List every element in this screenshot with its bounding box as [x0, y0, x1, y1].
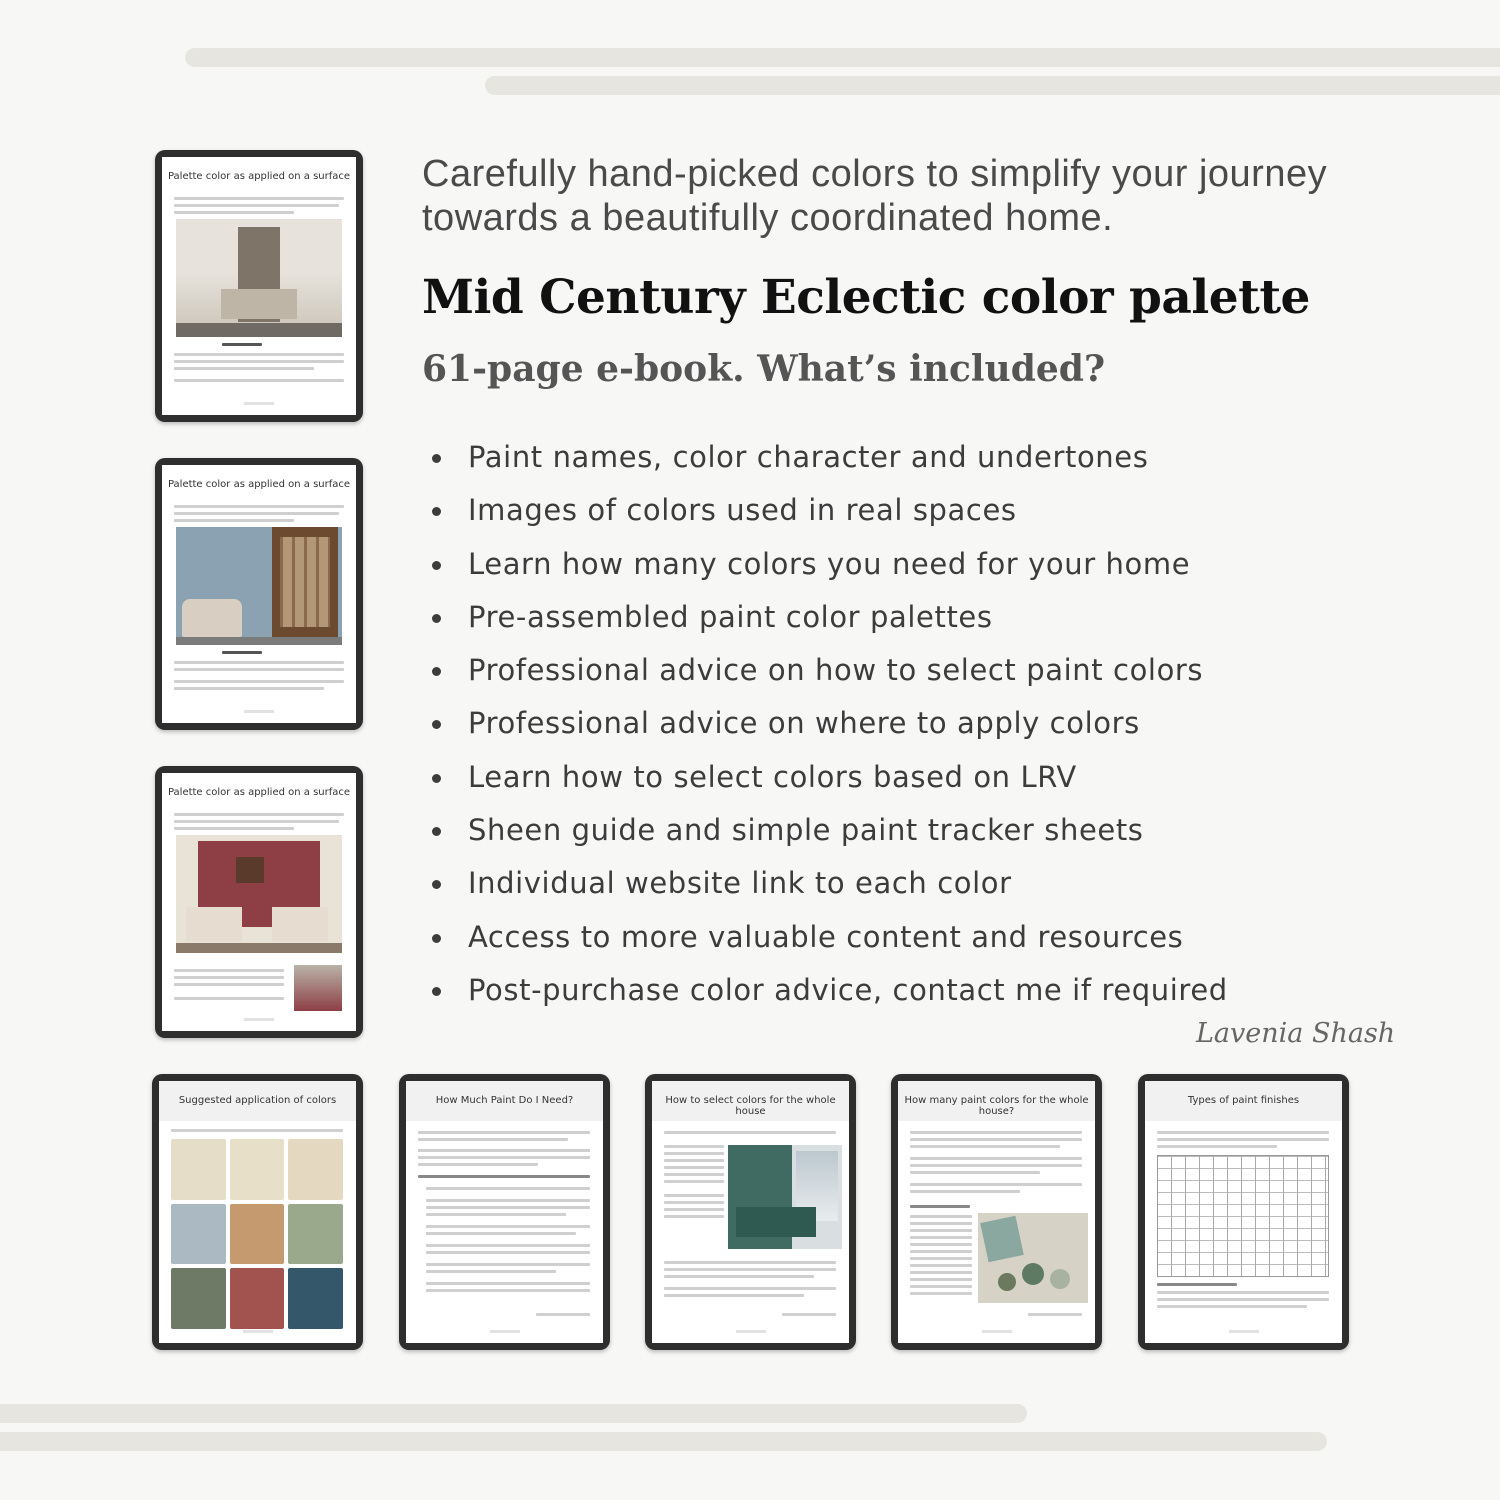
- preview-screen: [406, 1081, 603, 1343]
- color-swatch: [288, 1139, 343, 1200]
- text-line: [910, 1190, 1020, 1193]
- text-line: [664, 1201, 724, 1204]
- feature-text: Professional advice on where to apply colors: [468, 706, 1140, 741]
- text-line: [174, 976, 284, 979]
- text-line: [910, 1157, 1082, 1160]
- page-footer: [243, 1330, 273, 1333]
- text-line: [910, 1171, 1040, 1174]
- preview-screen: [162, 157, 356, 415]
- text-line: [664, 1131, 836, 1134]
- preview-page-title: Suggested application of colors: [178, 1095, 337, 1106]
- list-item: [430, 653, 1228, 706]
- feature-text: Access to more valuable content and resources: [468, 919, 1184, 954]
- text-line: [910, 1257, 972, 1260]
- feature-text: Learn how to select colors based on LRV: [468, 759, 1077, 794]
- text-line: [910, 1271, 972, 1274]
- list-item: [430, 547, 1228, 600]
- top-stripe-1: [185, 48, 1500, 67]
- preview-page-title: Palette color as applied on a surface: [167, 787, 351, 798]
- text-line: [910, 1164, 1082, 1167]
- text-line: [174, 687, 324, 690]
- preview-tablet-5: [399, 1074, 610, 1350]
- preview-screen: [652, 1081, 849, 1343]
- text-line: [174, 505, 344, 508]
- text-line: [910, 1264, 972, 1267]
- text-line: [1157, 1145, 1277, 1148]
- text-line: [910, 1285, 972, 1288]
- top-stripe-2: [485, 76, 1500, 95]
- text-line: [664, 1294, 804, 1297]
- text-line: [222, 343, 262, 346]
- text-line: [174, 211, 294, 214]
- feature-text: Professional advice on how to select paint colors: [468, 653, 1204, 688]
- text-line: [174, 680, 344, 683]
- text-line: [910, 1229, 972, 1232]
- feature-text: Pre-assembled paint color palettes: [468, 599, 993, 634]
- text-line: [426, 1206, 590, 1209]
- text-line: [910, 1205, 970, 1208]
- text-line: [418, 1156, 590, 1159]
- text-line: [664, 1268, 836, 1271]
- list-item: [430, 760, 1228, 813]
- paint-cans-photo: [978, 1213, 1088, 1303]
- preview-screen: [1145, 1081, 1342, 1343]
- text-line: [174, 969, 284, 972]
- text-line: [426, 1289, 590, 1292]
- list-item: [430, 813, 1228, 866]
- tagline: Carefully hand-picked colors to simplify your journey towards a beautifully coordinated home.: [422, 153, 1328, 239]
- list-item: [430, 920, 1228, 973]
- text-line: [426, 1282, 590, 1285]
- list-item: [430, 973, 1228, 1026]
- preview-tablet-7: [891, 1074, 1102, 1350]
- bullet-icon: [432, 561, 441, 570]
- bullet-icon: [432, 507, 441, 516]
- text-line: [664, 1152, 724, 1155]
- text-line: [174, 512, 339, 515]
- preview-page-title: How many paint colors for the whole house?: [904, 1095, 1089, 1117]
- text-line: [664, 1215, 724, 1218]
- text-line: [171, 1129, 343, 1132]
- text-line: [664, 1261, 836, 1264]
- room-photo: [176, 835, 342, 953]
- preview-screen: [162, 773, 356, 1031]
- text-line: [1157, 1131, 1329, 1134]
- color-swatch: [230, 1204, 285, 1265]
- page-footer: [490, 1330, 520, 1333]
- text-line: [426, 1213, 566, 1216]
- bullet-icon: [432, 880, 441, 889]
- text-line: [910, 1222, 972, 1225]
- text-line: [174, 367, 314, 370]
- preview-tablet-6: [645, 1074, 856, 1350]
- text-line: [174, 813, 344, 816]
- finishes-table: [1157, 1155, 1329, 1277]
- preview-screen: [898, 1081, 1095, 1343]
- text-line: [910, 1243, 972, 1246]
- page-footer: [244, 710, 274, 713]
- text-line: [664, 1287, 836, 1290]
- feature-text: Learn how many colors you need for your home: [468, 546, 1191, 581]
- feature-text: Images of colors used in real spaces: [468, 493, 1017, 528]
- feature-list: [430, 440, 1228, 1026]
- color-swatch: [171, 1268, 226, 1329]
- bullet-icon: [432, 454, 441, 463]
- color-swatch: [288, 1268, 343, 1329]
- text-line: [426, 1225, 590, 1228]
- text-line: [910, 1278, 972, 1281]
- text-line: [174, 204, 339, 207]
- preview-screen: [159, 1081, 356, 1343]
- feature-text: Individual website link to each color: [468, 866, 1012, 901]
- color-swatch: [288, 1204, 343, 1265]
- text-line: [664, 1275, 814, 1278]
- page-subtitle: 61-page e-book. What’s included?: [422, 348, 1106, 390]
- text-line: [664, 1180, 724, 1183]
- text-line: [1028, 1313, 1082, 1316]
- text-line: [426, 1244, 590, 1247]
- preview-page-title: How Much Paint Do I Need?: [435, 1095, 574, 1106]
- page-footer: [982, 1330, 1012, 1333]
- text-line: [910, 1292, 972, 1295]
- signature: Lavenia Shash: [1196, 1018, 1396, 1049]
- page-footer: [736, 1330, 766, 1333]
- room-photo-small: [294, 965, 342, 1011]
- text-line: [910, 1236, 972, 1239]
- color-swatch: [171, 1139, 226, 1200]
- bullet-icon: [432, 667, 441, 676]
- text-line: [1157, 1138, 1329, 1141]
- text-line: [174, 360, 344, 363]
- text-line: [174, 197, 344, 200]
- text-line: [664, 1145, 724, 1148]
- text-line: [174, 827, 294, 830]
- text-line: [1157, 1298, 1329, 1301]
- list-item: [430, 440, 1228, 493]
- swatch-grid: [171, 1139, 343, 1329]
- preview-page-title: Palette color as applied on a surface: [167, 171, 351, 182]
- text-line: [664, 1166, 724, 1169]
- room-photo: [176, 527, 342, 645]
- page-footer: [244, 402, 274, 405]
- preview-tablet-1: [155, 150, 363, 422]
- text-line: [174, 983, 284, 986]
- text-line: [418, 1138, 568, 1141]
- color-swatch: [230, 1139, 285, 1200]
- text-line: [426, 1270, 556, 1273]
- room-photo: [176, 219, 342, 337]
- text-line: [426, 1187, 590, 1190]
- text-line: [910, 1250, 972, 1253]
- text-line: [174, 519, 294, 522]
- text-line: [664, 1208, 724, 1211]
- text-line: [1157, 1291, 1329, 1294]
- text-line: [1157, 1283, 1237, 1286]
- text-line: [426, 1263, 590, 1266]
- preview-tablet-8: [1138, 1074, 1349, 1350]
- text-line: [174, 661, 344, 664]
- text-line: [174, 997, 284, 1000]
- list-item: [430, 866, 1228, 919]
- text-line: [1157, 1305, 1307, 1308]
- text-line: [910, 1131, 1082, 1134]
- bullet-icon: [432, 720, 441, 729]
- text-line: [426, 1199, 590, 1202]
- bullet-icon: [432, 827, 441, 836]
- text-line: [910, 1215, 972, 1218]
- text-line: [418, 1131, 590, 1134]
- text-line: [174, 353, 344, 356]
- text-line: [426, 1251, 590, 1254]
- list-item: [430, 600, 1228, 653]
- list-item: [430, 706, 1228, 759]
- color-swatch: [171, 1204, 226, 1265]
- list-item: [430, 493, 1228, 546]
- preview-tablet-4: [152, 1074, 363, 1350]
- bedroom-photo: [728, 1145, 842, 1249]
- bottom-stripe-2: [0, 1432, 1327, 1451]
- text-line: [418, 1163, 538, 1166]
- text-line: [174, 379, 344, 382]
- color-swatch: [230, 1268, 285, 1329]
- page-footer: [1229, 1330, 1259, 1333]
- page-title: Mid Century Eclectic color palette: [422, 270, 1310, 325]
- preview-screen: [162, 465, 356, 723]
- bullet-icon: [432, 774, 441, 783]
- preview-page-title: Types of paint finishes: [1187, 1095, 1300, 1106]
- text-line: [222, 651, 262, 654]
- preview-page-title: Palette color as applied on a surface: [167, 479, 351, 490]
- preview-tablet-3: [155, 766, 363, 1038]
- page-footer: [244, 1018, 274, 1021]
- text-line: [174, 668, 344, 671]
- feature-text: Paint names, color character and undertones: [468, 440, 1149, 474]
- feature-text: Post-purchase color advice, contact me if required: [468, 972, 1228, 1007]
- text-line: [536, 1313, 590, 1316]
- text-line: [418, 1175, 590, 1178]
- bullet-icon: [432, 934, 441, 943]
- preview-tablet-2: [155, 458, 363, 730]
- text-line: [174, 820, 339, 823]
- feature-text: Sheen guide and simple paint tracker sheets: [468, 813, 1144, 848]
- text-line: [426, 1232, 576, 1235]
- text-line: [664, 1159, 724, 1162]
- bottom-stripe-1: [0, 1404, 1027, 1423]
- text-line: [664, 1194, 724, 1197]
- text-line: [782, 1313, 836, 1316]
- bullet-icon: [432, 987, 441, 996]
- text-line: [418, 1149, 590, 1152]
- text-line: [664, 1173, 724, 1176]
- text-line: [910, 1138, 1082, 1141]
- text-line: [910, 1183, 1082, 1186]
- text-line: [910, 1145, 1060, 1148]
- bullet-icon: [432, 614, 441, 623]
- preview-page-title: How to select colors for the whole house: [665, 1095, 836, 1117]
